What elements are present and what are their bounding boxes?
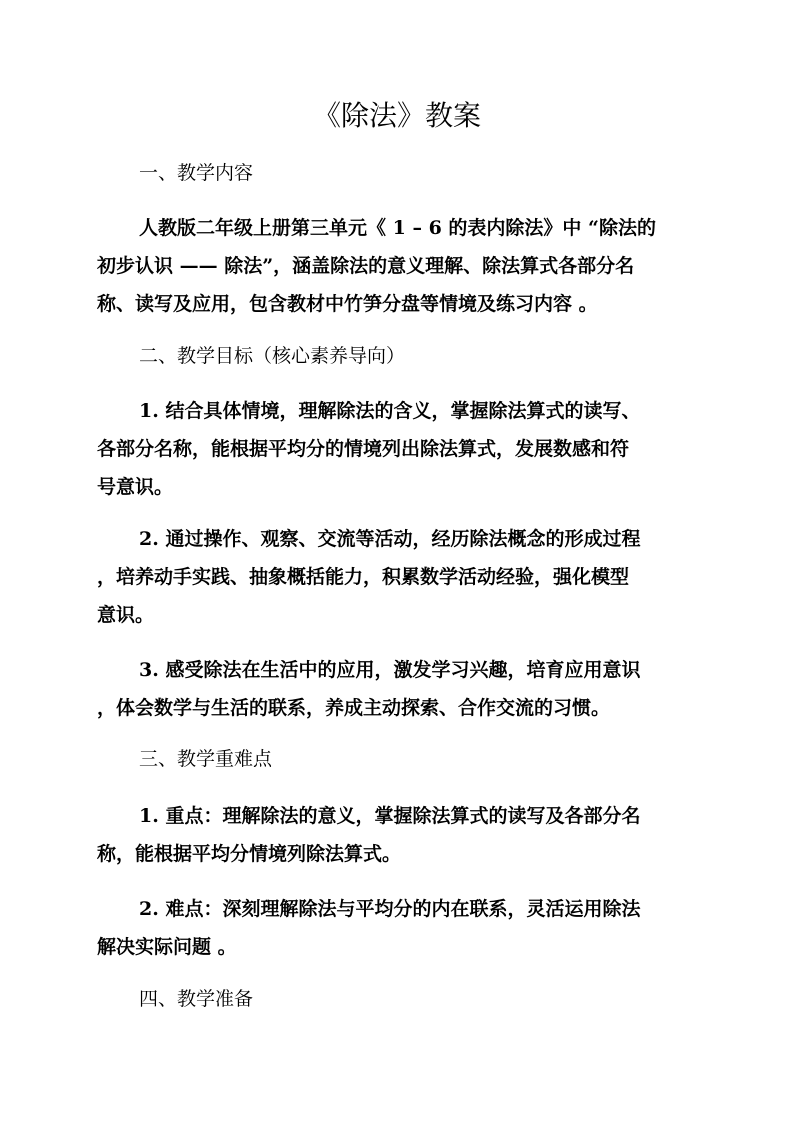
paragraph-line: 2. 难点：深刻理解除法与平均分的内在联系，灵活运用除法 bbox=[139, 898, 641, 920]
paragraph-line: 称、读写及应用，包含教材中竹笋分盘等情境及练习内容 。 bbox=[97, 293, 598, 315]
paragraph-line: 号意识。 bbox=[97, 476, 174, 498]
paragraph-line: ，体会数学与生活的联系，养成主动探索、合作交流的习惯。 bbox=[97, 697, 611, 719]
paragraph-line: 1. 结合具体情境，理解除法的含义，掌握除法算式的读写、 bbox=[139, 400, 641, 422]
paragraph-line: 意识。 bbox=[97, 604, 155, 626]
section-heading-content: 一、教学内容 bbox=[139, 162, 254, 184]
section-heading-preparation: 四、教学准备 bbox=[139, 988, 254, 1010]
paragraph-objective-2 bbox=[97, 520, 697, 634]
paragraph-line: 称，能根据平均分情境列除法算式。 bbox=[97, 843, 402, 865]
paragraph-line: 初步认识 —— 除法”，涵盖除法的意义理解、除法算式各部分名 bbox=[97, 255, 635, 277]
paragraph-line: 各部分名称，能根据平均分的情境列出除法算式，发展数感和符 bbox=[97, 438, 630, 460]
paragraph-line: 人教版二年级上册第三单元《 1 – 6 的表内除法》中 “除法的 bbox=[139, 217, 656, 239]
paragraph-objective-1 bbox=[97, 392, 697, 506]
paragraph-line: 解决实际问题 。 bbox=[97, 936, 237, 958]
paragraph-objective-3 bbox=[97, 651, 697, 727]
paragraph-line: 2. 通过操作、观察、交流等活动，经历除法概念的形成过程 bbox=[139, 528, 641, 550]
document-title: 《除法》教案 bbox=[312, 99, 481, 132]
paragraph-difficult-point bbox=[97, 890, 697, 966]
paragraph-key-point bbox=[97, 797, 697, 873]
paragraph-content bbox=[97, 209, 697, 323]
paragraph-line: ，培养动手实践、抽象概括能力，积累数学活动经验，强化模型 bbox=[97, 566, 630, 588]
paragraph-line: 3. 感受除法在生活中的应用，激发学习兴趣，培育应用意识 bbox=[139, 659, 641, 681]
section-heading-key-points: 三、教学重难点 bbox=[139, 748, 273, 770]
paragraph-line: 1. 重点：理解除法的意义，掌握除法算式的读写及各部分名 bbox=[139, 805, 641, 827]
section-heading-objectives: 二、教学目标（核心素养导向） bbox=[139, 345, 406, 367]
